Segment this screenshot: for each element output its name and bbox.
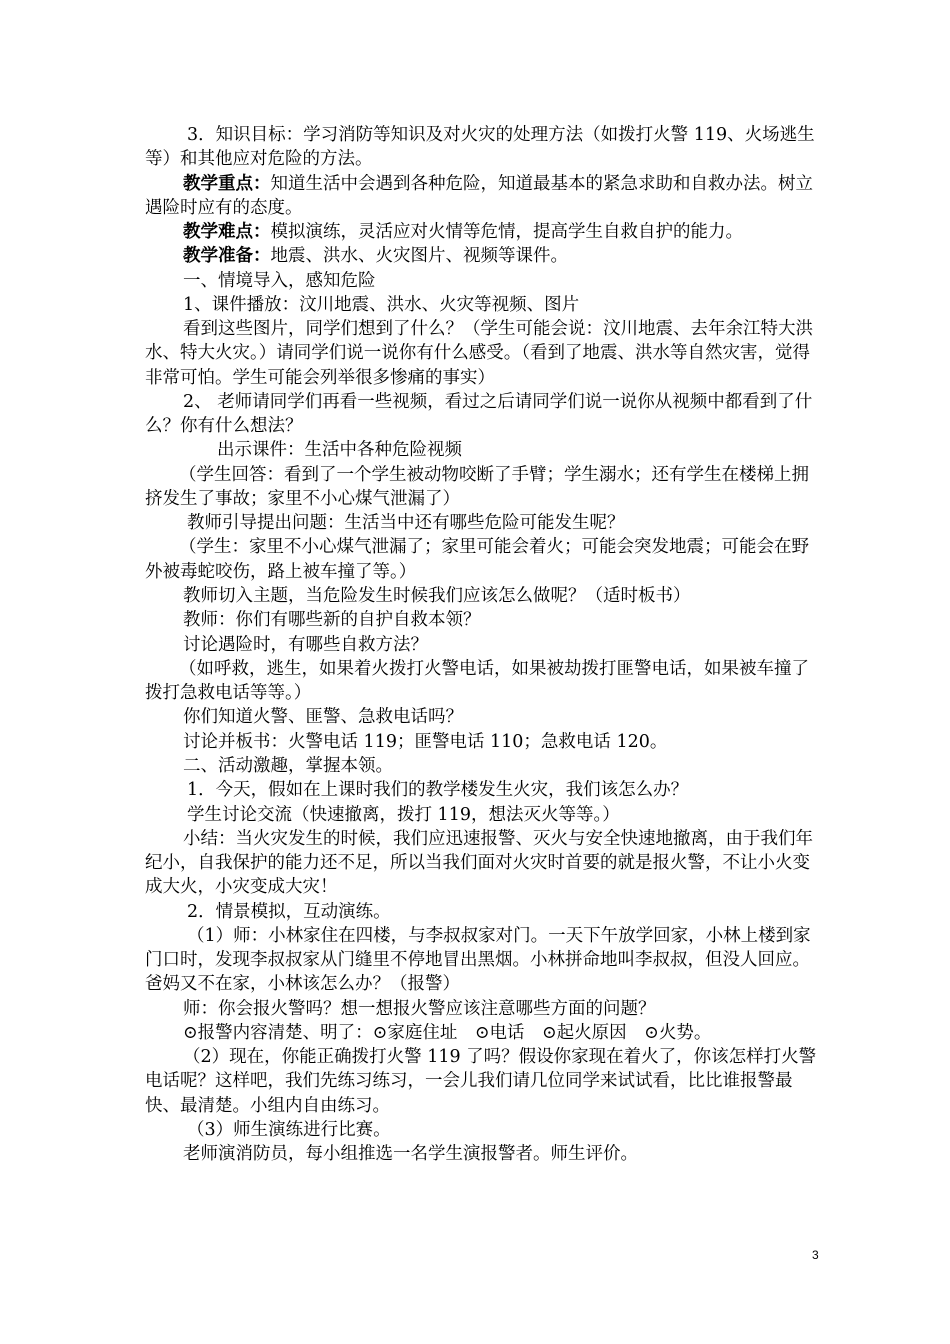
paragraph bbox=[145, 244, 825, 268]
paragraph bbox=[145, 1021, 825, 1045]
paragraph bbox=[145, 123, 825, 171]
paragraph bbox=[145, 705, 825, 729]
paragraph-text: 3．知识目标：学习消防等知识及对火灾的处理方法（如拨打火警 119、火场逃生等）和其他应对危险的方法。 bbox=[145, 125, 815, 170]
paragraph bbox=[145, 997, 825, 1021]
paragraph bbox=[145, 730, 825, 754]
paragraph-text: （3）师生演练进行比赛。 bbox=[187, 1119, 391, 1140]
paragraph bbox=[145, 1045, 825, 1118]
paragraph-text: 1、课件播放：汶川地震、洪水、火灾等视频、图片 bbox=[183, 294, 580, 315]
paragraph-text: （2）现在，你能正确拨打火警 119 了吗？假设你家现在着火了，你该怎样打火警电话呢？这样吧，我们先练习练习，一会儿我们请几位同学来试试看，比比谁报警最快、最清楚。小组内自由练习。 bbox=[145, 1047, 817, 1116]
paragraph bbox=[145, 293, 825, 317]
paragraph-text: 讨论并板书：火警电话 119；匪警电话 110；急救电话 120。 bbox=[183, 731, 668, 752]
paragraph bbox=[145, 803, 825, 827]
paragraph bbox=[145, 390, 825, 438]
paragraph-text: 模拟演练，灵活应对火情等危情，提高学生自救自护的能力。 bbox=[270, 222, 743, 242]
paragraph bbox=[145, 657, 825, 705]
paragraph bbox=[145, 317, 825, 390]
page-number: 3 bbox=[812, 1248, 819, 1262]
paragraph-text: 地震、洪水、火灾图片、视频等课件。 bbox=[270, 246, 568, 267]
paragraph bbox=[145, 535, 825, 583]
paragraph-text: 学生讨论交流（快速撤离，拨打 119，想法灭火等等。） bbox=[187, 804, 620, 825]
paragraph bbox=[145, 1118, 825, 1142]
paragraph-text: 小结：当火灾发生的时候，我们应迅速报警、灭火与安全快速地撤离，由于我们年纪小，自我保护的能力还不足，所以当我们面对火灾时首要的就是报火警，不让小火变成大火，小灾变成大灾！ bbox=[145, 828, 813, 898]
paragraph-text: ⊙报警内容清楚、明了：⊙家庭住址 ⊙电话 ⊙起火原因 ⊙火势。 bbox=[183, 1022, 712, 1043]
paragraph bbox=[145, 633, 825, 657]
paragraph-text: 老师演消防员，每小组推选一名学生演报警者。师生评价。 bbox=[183, 1144, 638, 1165]
paragraph-text: （学生：家里不小心煤气泄漏了；家里可能会着火；可能会突发地震；可能会在野外被毒蛇咬伤，路上被车撞了等。） bbox=[145, 537, 809, 582]
paragraph-text: （如呼救，逃生，如果着火拨打火警电话，如果被劫拨打匪警电话，如果被车撞了拨打急救电话等等。） bbox=[145, 658, 809, 704]
paragraph-label: 教学难点： bbox=[183, 222, 271, 242]
paragraph-text: 二、活动激趣，掌握本领。 bbox=[183, 755, 393, 776]
paragraph-text: 看到这些图片，同学们想到了什么？（学生可能会说：汶川地震、去年余江特大洪水、特大火灾。）请同学们说一说你有什么感受。（看到了地震、洪水等自然灾害，觉得非常可怕。学生可能会列举很多惨痛的事实） bbox=[145, 319, 813, 388]
paragraph-text: 教师：你们有哪些新的自护自救本领？ bbox=[183, 610, 481, 631]
paragraph bbox=[145, 900, 825, 924]
paragraph-text: 教师引导提出问题：生活当中还有哪些危险可能发生呢？ bbox=[187, 513, 625, 534]
paragraph-label: 教学重点： bbox=[183, 173, 271, 194]
paragraph bbox=[145, 778, 825, 802]
document-body bbox=[145, 123, 825, 1166]
paragraph bbox=[145, 924, 825, 997]
paragraph bbox=[145, 438, 825, 462]
paragraph-text: 一、情境导入，感知危险 bbox=[183, 270, 376, 291]
paragraph bbox=[145, 608, 825, 632]
paragraph bbox=[145, 220, 825, 244]
paragraph-text: 讨论遇险时，有哪些自救方法？ bbox=[183, 634, 428, 655]
paragraph bbox=[145, 754, 825, 778]
paragraph-text: 你们知道火警、匪警、急救电话吗？ bbox=[183, 707, 463, 728]
paragraph-text: 出示课件：生活中各种危险视频 bbox=[217, 440, 462, 461]
paragraph-text: （学生回答：看到了一个学生被动物咬断了手臂；学生溺水；还有学生在楼梯上拥挤发生了事故；家里不小心煤气泄漏了） bbox=[145, 464, 809, 509]
paragraph bbox=[145, 511, 825, 535]
paragraph-text: 2、 老师请同学们再看一些视频，看过之后请同学们说一说你从视频中都看到了什么？你有什么想法？ bbox=[145, 391, 813, 437]
paragraph-text: 1．今天，假如在上课时我们的教学楼发生火灾，我们该怎么办？ bbox=[187, 780, 689, 801]
paragraph bbox=[145, 584, 825, 608]
paragraph bbox=[145, 269, 825, 293]
paragraph-text: 2．情景模拟，互动演练。 bbox=[187, 901, 391, 922]
paragraph-text: 知道生活中会遇到各种危险，知道最基本的紧急求助和自救办法。树立遇险时应有的态度。 bbox=[145, 173, 813, 218]
paragraph bbox=[145, 463, 825, 511]
paragraph bbox=[145, 827, 825, 900]
paragraph bbox=[145, 172, 825, 220]
paragraph-label: 教学准备： bbox=[183, 246, 271, 267]
paragraph bbox=[145, 1142, 825, 1166]
paragraph-text: （1）师：小林家住在四楼，与李叔叔家对门。一天下午放学回家，小林上楼到家门口时，发现李叔叔家从门缝里不停地冒出黑烟。小林拼命地叫李叔叔，但没人回应。爸妈又不在家，小林该怎么办？（报警） bbox=[145, 925, 811, 995]
paragraph-text: 教师切入主题，当危险发生时候我们应该怎么做呢？（适时板书） bbox=[183, 585, 691, 606]
paragraph-text: 师：你会报火警吗？想一想报火警应该注意哪些方面的问题？ bbox=[183, 998, 656, 1019]
